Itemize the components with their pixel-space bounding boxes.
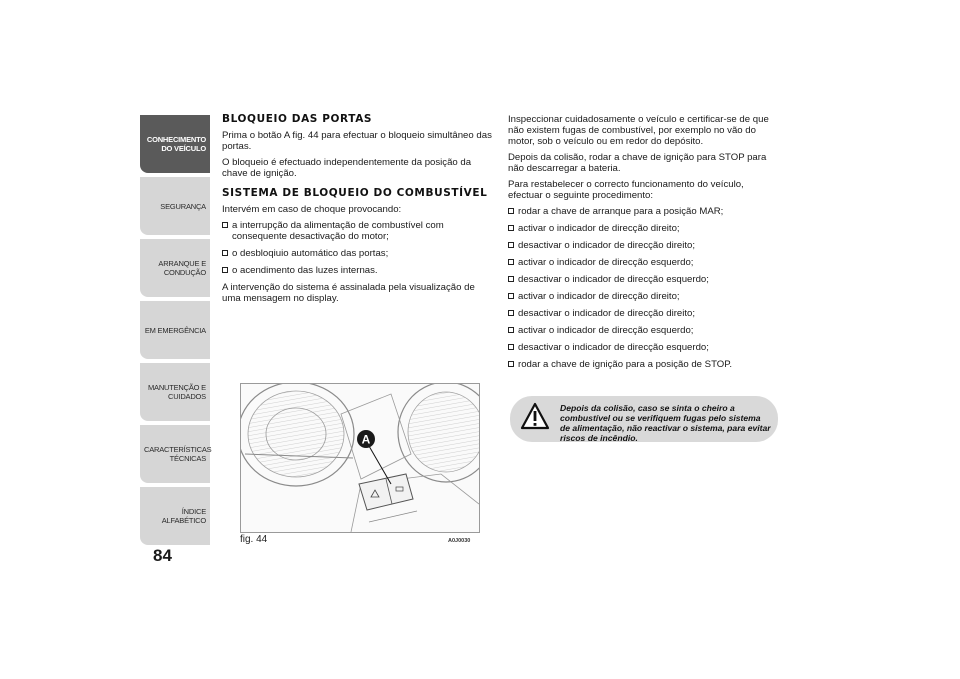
paragraph: O bloqueio é efectuado independentemente da posição da chave de ignição. bbox=[222, 157, 472, 179]
list-item: activar o indicador de direcção direito; bbox=[508, 291, 780, 302]
list-item: desactivar o indicador de direcção direito; bbox=[508, 240, 780, 251]
callout-label: A bbox=[361, 432, 371, 447]
list-item: o acendimento das luzes internas. bbox=[222, 265, 494, 276]
tab-arranque-e-conducao[interactable]: ARRANQUE E CONDUÇÃO bbox=[140, 239, 210, 297]
page-number: 84 bbox=[153, 546, 172, 565]
paragraph: A intervenção do sistema é assinalada pela visualização de uma mensagem no display. bbox=[222, 282, 475, 304]
left-column bbox=[222, 114, 494, 309]
warning-triangle-icon bbox=[520, 402, 550, 430]
paragraph: Depois da colisão, rodar a chave de ignição para STOP para não descarregar a bateria. bbox=[508, 152, 767, 174]
warning-text: Depois da colisão, caso se sinta o cheiro a combustível ou se verifiquem fugas pelo sistema de alimentação, não reactivar o sistema, para evitar riscos de incêndio. bbox=[560, 403, 771, 443]
tab-manutencao-e-cuidados[interactable]: MANUTENÇÃO E CUIDADOS bbox=[140, 363, 210, 421]
procedure-list bbox=[508, 206, 780, 370]
paragraph: Para restabelecer o correcto funcionamento do veículo, efectuar o seguinte procedimento: bbox=[508, 179, 744, 201]
list-item: desactivar o indicador de direcção esquerdo; bbox=[508, 274, 780, 285]
tab-indice-alfabetico[interactable]: ÍNDICE ALFABÉTICO bbox=[140, 487, 210, 545]
section-heading-fuel-cutoff: SISTEMA DE BLOQUEIO DO COMBUSTÍVEL bbox=[222, 187, 488, 199]
tab-caracteristicas-tecnicas[interactable]: CARACTERÍSTICAS TÉCNICAS bbox=[140, 425, 210, 483]
tab-seguranca[interactable]: SEGURANÇA bbox=[140, 177, 210, 235]
list-item: rodar a chave de ignição para a posição de STOP. bbox=[508, 359, 780, 370]
section-heading-door-lock: BLOQUEIO DAS PORTAS bbox=[222, 113, 373, 125]
paragraph: Prima o botão A fig. 44 para efectuar o bloqueio simultâneo das portas. bbox=[222, 130, 492, 152]
list-item: desactivar o indicador de direcção direito; bbox=[508, 308, 780, 319]
warning-box bbox=[510, 396, 778, 442]
list-item: o desbloqiuio automático das portas; bbox=[222, 248, 494, 259]
list-item: activar o indicador de direcção direito; bbox=[508, 223, 780, 234]
list-item: rodar a chave de arranque para a posição MAR; bbox=[508, 206, 780, 217]
bullet-list bbox=[222, 220, 494, 276]
paragraph: Inspeccionar cuidadosamente o veículo e certificar-se de que não existem fugas de combustível, por exemplo no vão do motor, sob o veículo ou em redor do depósito. bbox=[508, 114, 769, 147]
paragraph: Intervém em caso de choque provocando: bbox=[222, 204, 402, 215]
figure-code: A0J0030 bbox=[448, 538, 471, 544]
list-item: desactivar o indicador de direcção esquerdo; bbox=[508, 342, 780, 353]
figure-door-lock-button bbox=[240, 383, 480, 533]
list-item: a interrupção da alimentação de combustível com consequente desactivação do motor; bbox=[222, 220, 494, 242]
list-item: activar o indicador de direcção esquerdo; bbox=[508, 257, 780, 268]
figure-caption: fig. 44 bbox=[240, 534, 268, 545]
tab-conhecimento-do-veiculo[interactable]: CONHECIMENTO DO VEÍCULO bbox=[140, 115, 210, 173]
right-column bbox=[508, 114, 780, 376]
list-item: activar o indicador de direcção esquerdo; bbox=[508, 325, 780, 336]
tab-em-emergencia[interactable]: EM EMERGÊNCIA bbox=[140, 301, 210, 359]
dashboard-illustration bbox=[241, 384, 479, 532]
